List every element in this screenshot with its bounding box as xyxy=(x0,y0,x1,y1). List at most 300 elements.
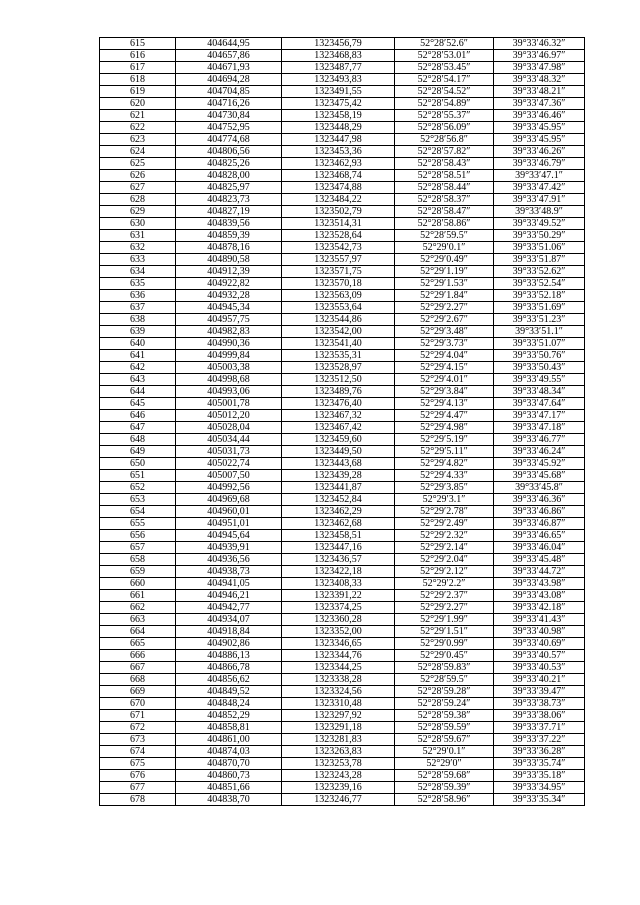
point-number-cell: 661 xyxy=(100,590,176,602)
point-number-cell: 632 xyxy=(100,242,176,254)
y-coordinate-cell: 1323447,16 xyxy=(282,542,395,554)
y-coordinate-cell: 1323467,32 xyxy=(282,410,395,422)
longitude-cell: 39°33′46.77″ xyxy=(494,434,585,446)
point-number-cell: 638 xyxy=(100,314,176,326)
latitude-cell: 52°29′1.19″ xyxy=(395,266,494,278)
y-coordinate-cell: 1323542,73 xyxy=(282,242,395,254)
y-coordinate-cell: 1323474,88 xyxy=(282,182,395,194)
table-row xyxy=(100,530,585,542)
table-row xyxy=(100,410,585,422)
table-row xyxy=(100,206,585,218)
x-coordinate-cell: 405028,04 xyxy=(176,422,282,434)
point-number-cell: 676 xyxy=(100,770,176,782)
table-row xyxy=(100,218,585,230)
point-number-cell: 678 xyxy=(100,794,176,806)
point-number-cell: 633 xyxy=(100,254,176,266)
point-number-cell: 644 xyxy=(100,386,176,398)
table-row xyxy=(100,254,585,266)
latitude-cell: 52°28′59.39″ xyxy=(395,782,494,794)
longitude-cell: 39°33′51.23″ xyxy=(494,314,585,326)
point-number-cell: 629 xyxy=(100,206,176,218)
point-number-cell: 631 xyxy=(100,230,176,242)
table-row xyxy=(100,398,585,410)
latitude-cell: 52°29′0.99″ xyxy=(395,638,494,650)
y-coordinate-cell: 1323467,42 xyxy=(282,422,395,434)
x-coordinate-cell: 404866,78 xyxy=(176,662,282,674)
point-number-cell: 649 xyxy=(100,446,176,458)
table-row xyxy=(100,194,585,206)
longitude-cell: 39°33′39.47″ xyxy=(494,686,585,698)
point-number-cell: 625 xyxy=(100,158,176,170)
latitude-cell: 52°29′2.78″ xyxy=(395,506,494,518)
x-coordinate-cell: 404934,07 xyxy=(176,614,282,626)
latitude-cell: 52°29′2.49″ xyxy=(395,518,494,530)
longitude-cell: 39°33′35.34″ xyxy=(494,794,585,806)
point-number-cell: 646 xyxy=(100,410,176,422)
y-coordinate-cell: 1323459,60 xyxy=(282,434,395,446)
latitude-cell: 52°29′3.1″ xyxy=(395,494,494,506)
x-coordinate-cell: 404870,70 xyxy=(176,758,282,770)
longitude-cell: 39°33′38.73″ xyxy=(494,698,585,710)
y-coordinate-cell: 1323491,55 xyxy=(282,86,395,98)
table-row xyxy=(100,590,585,602)
x-coordinate-cell: 404774,68 xyxy=(176,134,282,146)
y-coordinate-cell: 1323253,78 xyxy=(282,758,395,770)
y-coordinate-cell: 1323541,40 xyxy=(282,338,395,350)
longitude-cell: 39°33′50.43″ xyxy=(494,362,585,374)
table-row xyxy=(100,182,585,194)
x-coordinate-cell: 404982,83 xyxy=(176,326,282,338)
table-row xyxy=(100,38,585,50)
table-row xyxy=(100,566,585,578)
x-coordinate-cell: 404861,00 xyxy=(176,734,282,746)
latitude-cell: 52°29′2.32″ xyxy=(395,530,494,542)
latitude-cell: 52°28′56.8″ xyxy=(395,134,494,146)
y-coordinate-cell: 1323487,77 xyxy=(282,62,395,74)
longitude-cell: 39°33′47.64″ xyxy=(494,398,585,410)
longitude-cell: 39°33′40.57″ xyxy=(494,650,585,662)
longitude-cell: 39°33′34.95″ xyxy=(494,782,585,794)
point-number-cell: 659 xyxy=(100,566,176,578)
latitude-cell: 52°29′1.84″ xyxy=(395,290,494,302)
y-coordinate-cell: 1323324,56 xyxy=(282,686,395,698)
table-row xyxy=(100,794,585,806)
table-row xyxy=(100,290,585,302)
y-coordinate-cell: 1323408,33 xyxy=(282,578,395,590)
point-number-cell: 624 xyxy=(100,146,176,158)
latitude-cell: 52°29′4.33″ xyxy=(395,470,494,482)
longitude-cell: 39°33′38.06″ xyxy=(494,710,585,722)
latitude-cell: 52°29′4.04″ xyxy=(395,350,494,362)
y-coordinate-cell: 1323374,25 xyxy=(282,602,395,614)
y-coordinate-cell: 1323458,51 xyxy=(282,530,395,542)
point-number-cell: 627 xyxy=(100,182,176,194)
table-row xyxy=(100,122,585,134)
latitude-cell: 52°28′59.68″ xyxy=(395,770,494,782)
latitude-cell: 52°29′1.51″ xyxy=(395,626,494,638)
point-number-cell: 675 xyxy=(100,758,176,770)
x-coordinate-cell: 404828,00 xyxy=(176,170,282,182)
longitude-cell: 39°33′43.98″ xyxy=(494,578,585,590)
table-row xyxy=(100,278,585,290)
y-coordinate-cell: 1323443,68 xyxy=(282,458,395,470)
latitude-cell: 52°28′58.47″ xyxy=(395,206,494,218)
latitude-cell: 52°29′0.1″ xyxy=(395,242,494,254)
y-coordinate-cell: 1323462,29 xyxy=(282,506,395,518)
latitude-cell: 52°29′4.98″ xyxy=(395,422,494,434)
x-coordinate-cell: 404945,64 xyxy=(176,530,282,542)
point-number-cell: 626 xyxy=(100,170,176,182)
y-coordinate-cell: 1323563,09 xyxy=(282,290,395,302)
point-number-cell: 630 xyxy=(100,218,176,230)
x-coordinate-cell: 404849,52 xyxy=(176,686,282,698)
table-row xyxy=(100,494,585,506)
point-number-cell: 664 xyxy=(100,626,176,638)
longitude-cell: 39°33′40.98″ xyxy=(494,626,585,638)
x-coordinate-cell: 404951,01 xyxy=(176,518,282,530)
y-coordinate-cell: 1323352,00 xyxy=(282,626,395,638)
latitude-cell: 52°29′3.73″ xyxy=(395,338,494,350)
table-row xyxy=(100,506,585,518)
longitude-cell: 39°33′45.95″ xyxy=(494,122,585,134)
x-coordinate-cell: 404839,56 xyxy=(176,218,282,230)
table-row xyxy=(100,422,585,434)
point-number-cell: 663 xyxy=(100,614,176,626)
point-number-cell: 619 xyxy=(100,86,176,98)
latitude-cell: 52°28′53.01″ xyxy=(395,50,494,62)
latitude-cell: 52°29′4.01″ xyxy=(395,374,494,386)
y-coordinate-cell: 1323297,92 xyxy=(282,710,395,722)
latitude-cell: 52°29′0.1″ xyxy=(395,746,494,758)
longitude-cell: 39°33′47.36″ xyxy=(494,98,585,110)
y-coordinate-cell: 1323453,36 xyxy=(282,146,395,158)
y-coordinate-cell: 1323422,18 xyxy=(282,566,395,578)
latitude-cell: 52°28′54.52″ xyxy=(395,86,494,98)
point-number-cell: 654 xyxy=(100,506,176,518)
point-number-cell: 643 xyxy=(100,374,176,386)
y-coordinate-cell: 1323528,64 xyxy=(282,230,395,242)
x-coordinate-cell: 404939,91 xyxy=(176,542,282,554)
latitude-cell: 52°29′5.11″ xyxy=(395,446,494,458)
y-coordinate-cell: 1323571,75 xyxy=(282,266,395,278)
table-row xyxy=(100,134,585,146)
table-row xyxy=(100,686,585,698)
latitude-cell: 52°29′2.12″ xyxy=(395,566,494,578)
y-coordinate-cell: 1323544,86 xyxy=(282,314,395,326)
longitude-cell: 39°33′37.22″ xyxy=(494,734,585,746)
x-coordinate-cell: 404938,73 xyxy=(176,566,282,578)
point-number-cell: 642 xyxy=(100,362,176,374)
longitude-cell: 39°33′35.74″ xyxy=(494,758,585,770)
x-coordinate-cell: 404960,01 xyxy=(176,506,282,518)
point-number-cell: 637 xyxy=(100,302,176,314)
point-number-cell: 653 xyxy=(100,494,176,506)
latitude-cell: 52°28′54.17″ xyxy=(395,74,494,86)
y-coordinate-cell: 1323535,31 xyxy=(282,350,395,362)
y-coordinate-cell: 1323346,65 xyxy=(282,638,395,650)
y-coordinate-cell: 1323239,16 xyxy=(282,782,395,794)
longitude-cell: 39°33′47.91″ xyxy=(494,194,585,206)
longitude-cell: 39°33′48.21″ xyxy=(494,86,585,98)
latitude-cell: 52°29′3.48″ xyxy=(395,326,494,338)
longitude-cell: 39°33′46.79″ xyxy=(494,158,585,170)
x-coordinate-cell: 404806,56 xyxy=(176,146,282,158)
point-number-cell: 623 xyxy=(100,134,176,146)
longitude-cell: 39°33′49.55″ xyxy=(494,374,585,386)
table-row xyxy=(100,542,585,554)
table-row xyxy=(100,62,585,74)
table-row xyxy=(100,170,585,182)
point-number-cell: 670 xyxy=(100,698,176,710)
y-coordinate-cell: 1323528,97 xyxy=(282,362,395,374)
x-coordinate-cell: 404856,62 xyxy=(176,674,282,686)
x-coordinate-cell: 405022,74 xyxy=(176,458,282,470)
x-coordinate-cell: 404936,56 xyxy=(176,554,282,566)
latitude-cell: 52°29′2.27″ xyxy=(395,602,494,614)
latitude-cell: 52°29′1.53″ xyxy=(395,278,494,290)
latitude-cell: 52°29′4.13″ xyxy=(395,398,494,410)
point-number-cell: 657 xyxy=(100,542,176,554)
x-coordinate-cell: 404902,86 xyxy=(176,638,282,650)
x-coordinate-cell: 404860,73 xyxy=(176,770,282,782)
latitude-cell: 52°28′59.5″ xyxy=(395,230,494,242)
x-coordinate-cell: 404671,93 xyxy=(176,62,282,74)
y-coordinate-cell: 1323458,19 xyxy=(282,110,395,122)
point-number-cell: 666 xyxy=(100,650,176,662)
table-row xyxy=(100,554,585,566)
point-number-cell: 651 xyxy=(100,470,176,482)
y-coordinate-cell: 1323436,57 xyxy=(282,554,395,566)
longitude-cell: 39°33′51.07″ xyxy=(494,338,585,350)
longitude-cell: 39°33′49.52″ xyxy=(494,218,585,230)
point-number-cell: 628 xyxy=(100,194,176,206)
x-coordinate-cell: 404918,84 xyxy=(176,626,282,638)
longitude-cell: 39°33′50.76″ xyxy=(494,350,585,362)
point-number-cell: 648 xyxy=(100,434,176,446)
latitude-cell: 52°29′2.37″ xyxy=(395,590,494,602)
table-row xyxy=(100,98,585,110)
point-number-cell: 618 xyxy=(100,74,176,86)
latitude-cell: 52°29′4.82″ xyxy=(395,458,494,470)
x-coordinate-cell: 405007,50 xyxy=(176,470,282,482)
x-coordinate-cell: 404852,29 xyxy=(176,710,282,722)
longitude-cell: 39°33′52.62″ xyxy=(494,266,585,278)
point-number-cell: 621 xyxy=(100,110,176,122)
y-coordinate-cell: 1323570,18 xyxy=(282,278,395,290)
longitude-cell: 39°33′48.9″ xyxy=(494,206,585,218)
x-coordinate-cell: 405003,38 xyxy=(176,362,282,374)
x-coordinate-cell: 404993,06 xyxy=(176,386,282,398)
table-row xyxy=(100,674,585,686)
y-coordinate-cell: 1323344,76 xyxy=(282,650,395,662)
point-number-cell: 652 xyxy=(100,482,176,494)
y-coordinate-cell: 1323449,50 xyxy=(282,446,395,458)
latitude-cell: 52°29′0.49″ xyxy=(395,254,494,266)
y-coordinate-cell: 1323452,84 xyxy=(282,494,395,506)
point-number-cell: 673 xyxy=(100,734,176,746)
longitude-cell: 39°33′52.18″ xyxy=(494,290,585,302)
longitude-cell: 39°33′47.42″ xyxy=(494,182,585,194)
point-number-cell: 647 xyxy=(100,422,176,434)
longitude-cell: 39°33′46.86″ xyxy=(494,506,585,518)
table-row xyxy=(100,86,585,98)
longitude-cell: 39°33′48.32″ xyxy=(494,74,585,86)
x-coordinate-cell: 404848,24 xyxy=(176,698,282,710)
point-number-cell: 665 xyxy=(100,638,176,650)
table-row xyxy=(100,362,585,374)
x-coordinate-cell: 404998,68 xyxy=(176,374,282,386)
longitude-cell: 39°33′45.8″ xyxy=(494,482,585,494)
x-coordinate-cell: 404704,85 xyxy=(176,86,282,98)
x-coordinate-cell: 404644,95 xyxy=(176,38,282,50)
y-coordinate-cell: 1323456,79 xyxy=(282,38,395,50)
longitude-cell: 39°33′46.04″ xyxy=(494,542,585,554)
table-row xyxy=(100,338,585,350)
latitude-cell: 52°28′59.24″ xyxy=(395,698,494,710)
x-coordinate-cell: 404825,97 xyxy=(176,182,282,194)
y-coordinate-cell: 1323462,93 xyxy=(282,158,395,170)
latitude-cell: 52°28′59.28″ xyxy=(395,686,494,698)
table-row xyxy=(100,602,585,614)
table-row xyxy=(100,386,585,398)
table-row xyxy=(100,434,585,446)
table-row xyxy=(100,482,585,494)
x-coordinate-cell: 404957,75 xyxy=(176,314,282,326)
longitude-cell: 39°33′37.71″ xyxy=(494,722,585,734)
x-coordinate-cell: 404932,28 xyxy=(176,290,282,302)
longitude-cell: 39°33′51.87″ xyxy=(494,254,585,266)
x-coordinate-cell: 404730,84 xyxy=(176,110,282,122)
y-coordinate-cell: 1323360,28 xyxy=(282,614,395,626)
x-coordinate-cell: 404858,81 xyxy=(176,722,282,734)
latitude-cell: 52°29′0″ xyxy=(395,758,494,770)
y-coordinate-cell: 1323263,83 xyxy=(282,746,395,758)
point-number-cell: 660 xyxy=(100,578,176,590)
latitude-cell: 52°28′55.37″ xyxy=(395,110,494,122)
point-number-cell: 645 xyxy=(100,398,176,410)
x-coordinate-cell: 404942,77 xyxy=(176,602,282,614)
x-coordinate-cell: 404874,03 xyxy=(176,746,282,758)
point-number-cell: 674 xyxy=(100,746,176,758)
latitude-cell: 52°28′59.67″ xyxy=(395,734,494,746)
latitude-cell: 52°29′2.04″ xyxy=(395,554,494,566)
x-coordinate-cell: 404990,36 xyxy=(176,338,282,350)
y-coordinate-cell: 1323441,87 xyxy=(282,482,395,494)
table-row xyxy=(100,758,585,770)
y-coordinate-cell: 1323447,98 xyxy=(282,134,395,146)
point-number-cell: 671 xyxy=(100,710,176,722)
x-coordinate-cell: 404752,95 xyxy=(176,122,282,134)
longitude-cell: 39°33′48.34″ xyxy=(494,386,585,398)
table-row xyxy=(100,146,585,158)
longitude-cell: 39°33′42.18″ xyxy=(494,602,585,614)
point-number-cell: 655 xyxy=(100,518,176,530)
latitude-cell: 52°28′56.09″ xyxy=(395,122,494,134)
point-number-cell: 677 xyxy=(100,782,176,794)
point-number-cell: 620 xyxy=(100,98,176,110)
point-number-cell: 662 xyxy=(100,602,176,614)
table-row xyxy=(100,326,585,338)
longitude-cell: 39°33′43.08″ xyxy=(494,590,585,602)
table-row xyxy=(100,770,585,782)
point-number-cell: 668 xyxy=(100,674,176,686)
longitude-cell: 39°33′46.87″ xyxy=(494,518,585,530)
x-coordinate-cell: 404859,39 xyxy=(176,230,282,242)
point-number-cell: 658 xyxy=(100,554,176,566)
y-coordinate-cell: 1323514,31 xyxy=(282,218,395,230)
latitude-cell: 52°29′0.45″ xyxy=(395,650,494,662)
x-coordinate-cell: 404886,13 xyxy=(176,650,282,662)
point-number-cell: 667 xyxy=(100,662,176,674)
y-coordinate-cell: 1323475,42 xyxy=(282,98,395,110)
longitude-cell: 39°33′47.17″ xyxy=(494,410,585,422)
longitude-cell: 39°33′46.36″ xyxy=(494,494,585,506)
y-coordinate-cell: 1323291,18 xyxy=(282,722,395,734)
latitude-cell: 52°29′5.19″ xyxy=(395,434,494,446)
latitude-cell: 52°29′2.14″ xyxy=(395,542,494,554)
longitude-cell: 39°33′46.26″ xyxy=(494,146,585,158)
latitude-cell: 52°29′2.27″ xyxy=(395,302,494,314)
x-coordinate-cell: 404694,28 xyxy=(176,74,282,86)
point-number-cell: 656 xyxy=(100,530,176,542)
longitude-cell: 39°33′40.53″ xyxy=(494,662,585,674)
point-number-cell: 617 xyxy=(100,62,176,74)
latitude-cell: 52°28′59.38″ xyxy=(395,710,494,722)
y-coordinate-cell: 1323502,79 xyxy=(282,206,395,218)
point-number-cell: 622 xyxy=(100,122,176,134)
x-coordinate-cell: 404922,82 xyxy=(176,278,282,290)
table-row xyxy=(100,638,585,650)
table-row xyxy=(100,722,585,734)
x-coordinate-cell: 404946,21 xyxy=(176,590,282,602)
point-number-cell: 669 xyxy=(100,686,176,698)
point-number-cell: 641 xyxy=(100,350,176,362)
latitude-cell: 52°28′58.44″ xyxy=(395,182,494,194)
longitude-cell: 39°33′47.18″ xyxy=(494,422,585,434)
longitude-cell: 39°33′45.48″ xyxy=(494,554,585,566)
y-coordinate-cell: 1323391,22 xyxy=(282,590,395,602)
longitude-cell: 39°33′51.06″ xyxy=(494,242,585,254)
longitude-cell: 39°33′40.69″ xyxy=(494,638,585,650)
latitude-cell: 52°28′52.6″ xyxy=(395,38,494,50)
latitude-cell: 52°28′59.5″ xyxy=(395,674,494,686)
y-coordinate-cell: 1323246,77 xyxy=(282,794,395,806)
y-coordinate-cell: 1323448,29 xyxy=(282,122,395,134)
y-coordinate-cell: 1323281,83 xyxy=(282,734,395,746)
longitude-cell: 39°33′46.32″ xyxy=(494,38,585,50)
longitude-cell: 39°33′51.1″ xyxy=(494,326,585,338)
table-row xyxy=(100,650,585,662)
longitude-cell: 39°33′45.95″ xyxy=(494,134,585,146)
longitude-cell: 39°33′47.98″ xyxy=(494,62,585,74)
x-coordinate-cell: 404838,70 xyxy=(176,794,282,806)
x-coordinate-cell: 404823,73 xyxy=(176,194,282,206)
x-coordinate-cell: 404992,56 xyxy=(176,482,282,494)
table-row xyxy=(100,74,585,86)
latitude-cell: 52°28′57.82″ xyxy=(395,146,494,158)
x-coordinate-cell: 404825,26 xyxy=(176,158,282,170)
x-coordinate-cell: 404878,16 xyxy=(176,242,282,254)
longitude-cell: 39°33′35.18″ xyxy=(494,770,585,782)
latitude-cell: 52°29′4.15″ xyxy=(395,362,494,374)
latitude-cell: 52°29′2.2″ xyxy=(395,578,494,590)
y-coordinate-cell: 1323344,25 xyxy=(282,662,395,674)
coordinates-table-body xyxy=(100,38,585,806)
table-row xyxy=(100,458,585,470)
x-coordinate-cell: 405031,73 xyxy=(176,446,282,458)
latitude-cell: 52°29′3.85″ xyxy=(395,482,494,494)
point-number-cell: 636 xyxy=(100,290,176,302)
